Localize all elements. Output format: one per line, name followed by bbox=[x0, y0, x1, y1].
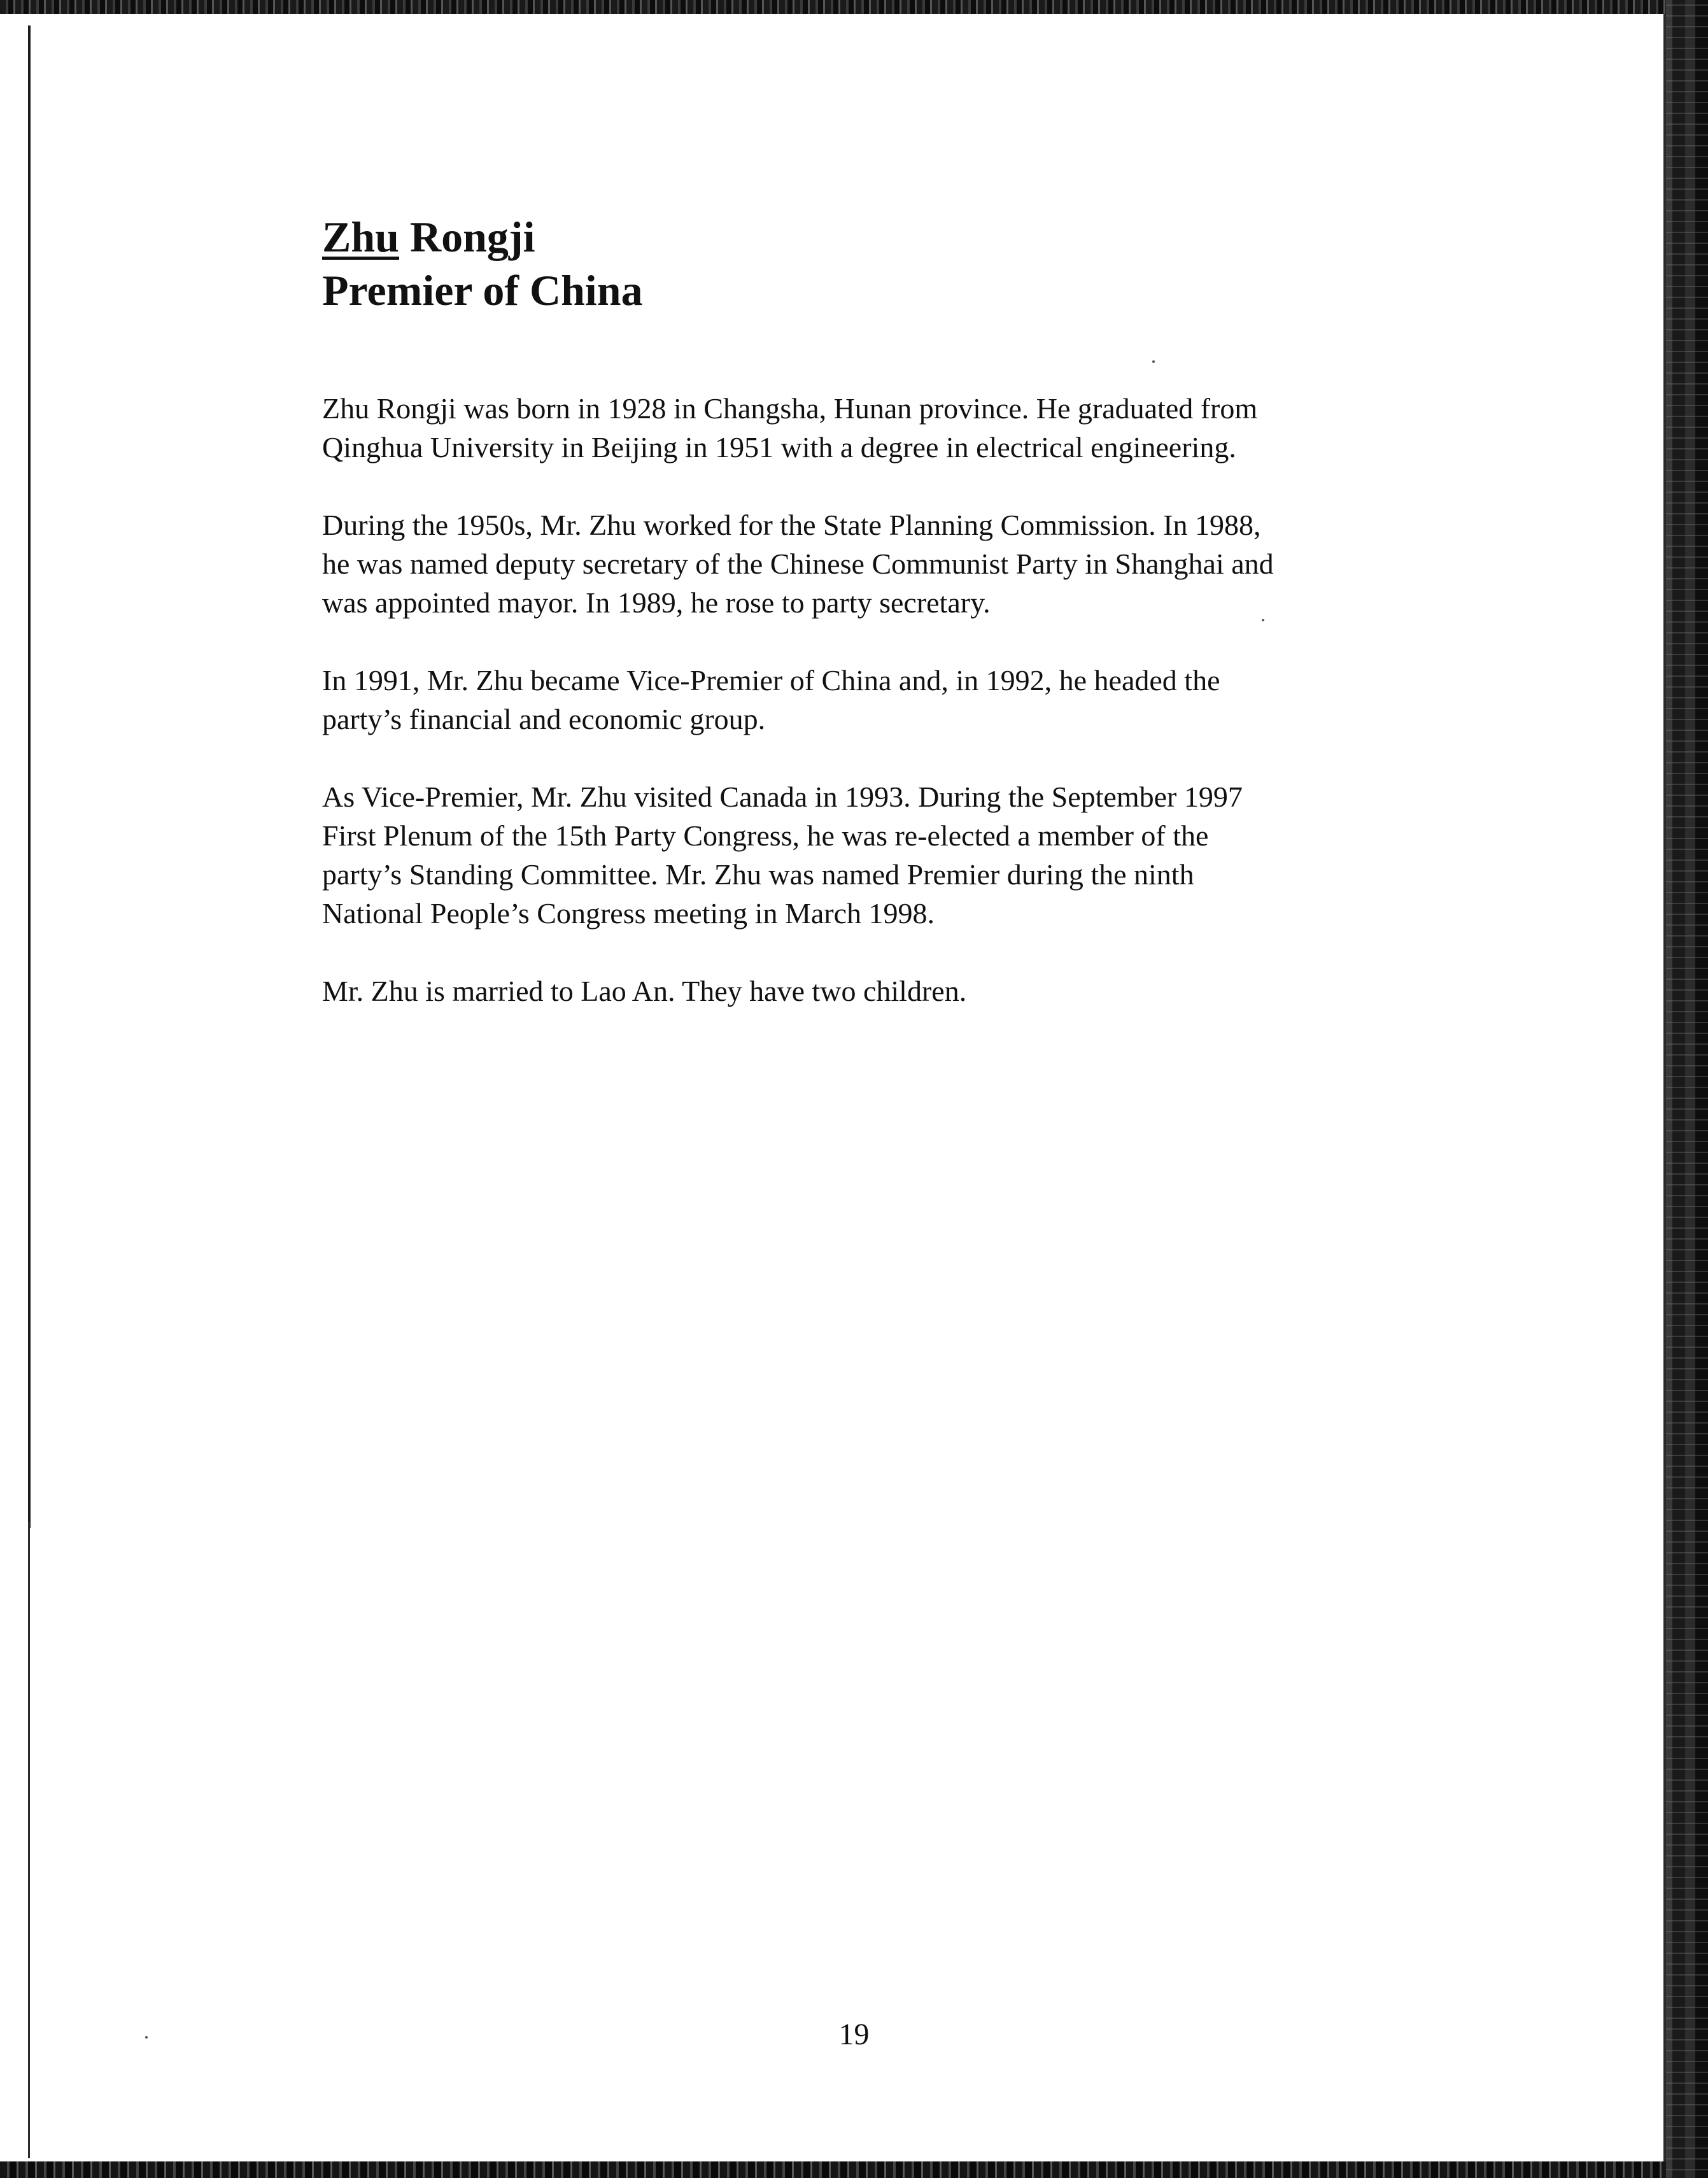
paragraph-premier: As Vice-Premier, Mr. Zhu visited Canada in 1993. During the September 1997 First Plenum of the 15th Party Congress, he was re-elected a member of the party’s Standing Committee. Mr. Zhu was named Premier during the ninth National People’s Congress meeting in March 1998. bbox=[322, 781, 1243, 930]
paragraph-birth-education: Zhu Rongji was born in 1928 in Changsha, Hunan province. He graduated from Qinghua University in Beijing in 1951 with a degree in electrical engineering. bbox=[322, 392, 1258, 463]
title-name-rest: Rongji bbox=[399, 213, 535, 261]
page-number: 19 bbox=[838, 2018, 870, 2051]
paragraph-family: Mr. Zhu is married to Lao An. They have two children. bbox=[322, 975, 967, 1007]
document-body bbox=[322, 210, 1404, 1010]
scan-edge-line-right bbox=[1663, 14, 1666, 2161]
paragraph-early-career: During the 1950s, Mr. Zhu worked for the State Planning Commission. In 1988, he was named deputy secretary of the Chinese Communist Party in Shanghai and was appointed mayor. In 1989, he rose to party secretary. bbox=[322, 509, 1274, 619]
document-title bbox=[322, 210, 1404, 264]
scan-border-bottom bbox=[0, 2161, 1708, 2178]
scan-border-right bbox=[1666, 0, 1708, 2178]
scan-edge-line-left-lower bbox=[28, 1522, 30, 2158]
title-name-underlined: Zhu bbox=[322, 213, 399, 261]
paragraph-vice-premier: In 1991, Mr. Zhu became Vice-Premier of China and, in 1992, he headed the party’s financial and economic group. bbox=[322, 664, 1220, 735]
document-subtitle: Premier of China bbox=[322, 266, 643, 315]
scan-border-top bbox=[0, 0, 1708, 14]
scan-edge-line-left bbox=[28, 25, 31, 1528]
